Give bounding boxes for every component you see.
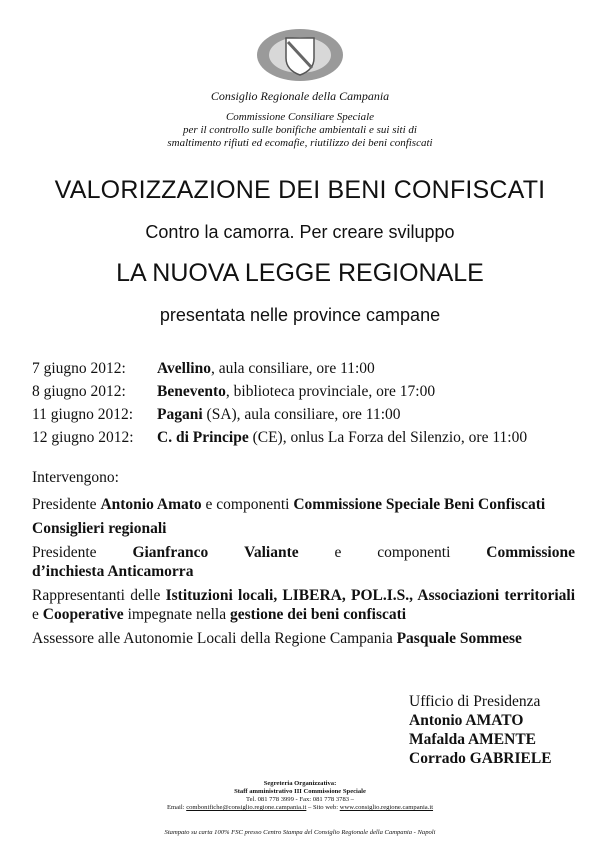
regional-council-logo	[256, 28, 344, 82]
speaker-organization: gestione dei beni confiscati	[230, 606, 407, 623]
event-detail: , aula consiliare, ore 11:00	[210, 360, 375, 377]
commission-line: Commissione Consiliare Speciale	[225, 111, 375, 123]
footer-line: Staff amministrativo III Commissione Speciale	[234, 788, 366, 795]
speaker-text: impegnate nella	[123, 606, 230, 623]
presidency-member: Mafalda AMENTE	[409, 731, 537, 748]
speaker-text: Assessore alle Autonomie Locali della Regione Campania	[32, 630, 397, 647]
footer-contacts	[0, 780, 600, 812]
event-date: 12 giugno 2012:	[32, 429, 134, 446]
event-place: Benevento	[157, 383, 226, 400]
event-dates-list	[32, 357, 592, 449]
commission-line: per il controllo sulle bonifiche ambientali e sui siti di	[183, 124, 417, 136]
speaker-organization: Commissione	[486, 544, 575, 561]
speaker-text: Rappresentanti delle	[32, 587, 166, 604]
website-link[interactable]: www.consiglio.regione.campania.it	[339, 804, 434, 811]
event-date-row	[32, 357, 592, 380]
council-name: Consiglio Regionale della Campania	[210, 89, 390, 103]
presidency-member: Antonio AMATO	[409, 712, 524, 729]
presidency-member: Corrado GABRIELE	[409, 750, 552, 767]
footer-line	[0, 804, 600, 812]
event-date: 11 giugno 2012:	[32, 406, 134, 423]
event-date-row	[32, 380, 592, 403]
speaker-item	[32, 629, 575, 648]
speaker-item: d’inchiesta Anticamorra	[32, 563, 194, 580]
subtitle: Contro la camorra. Per creare sviluppo	[145, 222, 455, 242]
speaker-name: Antonio Amato	[100, 496, 202, 513]
speakers-heading: Intervengono:	[32, 469, 119, 486]
event-detail: , biblioteca provinciale, ore 17:00	[225, 383, 436, 400]
speaker-name	[132, 543, 208, 562]
speaker-organization: Cooperative	[42, 606, 124, 623]
event-detail: (CE), onlus La Forza del Silenzio, ore 11:00	[248, 429, 528, 446]
commission-line: smaltimento rifiuti ed ecomafie, riutilizzo dei beni confiscati	[167, 137, 433, 149]
speaker-item	[32, 495, 575, 514]
event-date-row	[32, 403, 592, 426]
footer-line: Tel. 081 778 3999 - Fax: 081 778 3783 –	[246, 796, 354, 803]
page-title: VALORIZZAZIONE DEI BENI CONFISCATI	[54, 176, 546, 204]
site-label: – Sito web:	[306, 804, 340, 811]
event-date: 8 giugno 2012:	[32, 383, 126, 400]
speaker-item: Consiglieri regionali	[32, 520, 167, 537]
speaker-text: e	[32, 606, 43, 623]
speaker-text: componenti	[377, 544, 451, 561]
footer-line: Segreteria Organizzativa:	[263, 780, 337, 787]
law-title: LA NUOVA LEGGE REGIONALE	[116, 259, 484, 287]
commission-name	[0, 111, 600, 150]
speaker-text: e	[334, 544, 342, 561]
event-date-row	[32, 426, 592, 449]
email-label: Email:	[166, 804, 187, 811]
event-detail: (SA), aula consiliare, ore 11:00	[202, 406, 401, 423]
speakers-list	[32, 495, 575, 653]
speaker-item	[32, 586, 575, 624]
speaker-text: e componenti	[201, 496, 294, 513]
presented-subtitle: presentata nelle province campane	[159, 305, 441, 325]
event-place: Avellino	[157, 360, 211, 377]
print-note: Stampato su carta 100% FSC presso Centro Stampa del Consiglio Regionale della Campania - Napoli	[164, 829, 436, 836]
speaker-last-name: Valiante	[244, 544, 299, 561]
speaker-organization: Commissione Speciale Beni Confiscati	[293, 496, 546, 513]
speaker-organization: Istituzioni locali, LIBERA, POL.I.S., Associazioni territoriali	[165, 587, 576, 604]
event-place: C. di Principe	[157, 429, 249, 446]
speaker-text: Presidente	[32, 544, 97, 561]
speaker-text: Presidente	[32, 496, 101, 513]
speaker-item	[32, 543, 575, 562]
speaker-first-name: Gianfranco	[132, 544, 209, 561]
speaker-name: Pasquale Sommese	[396, 630, 522, 647]
presidency-heading: Ufficio di Presidenza	[409, 693, 541, 710]
event-place: Pagani	[157, 406, 203, 423]
email-link[interactable]: combonifiche@consiglio.regione.campania.it	[186, 804, 307, 811]
event-date: 7 giugno 2012:	[32, 360, 126, 377]
speaker-line	[32, 543, 575, 562]
presidency-signature	[409, 692, 552, 768]
